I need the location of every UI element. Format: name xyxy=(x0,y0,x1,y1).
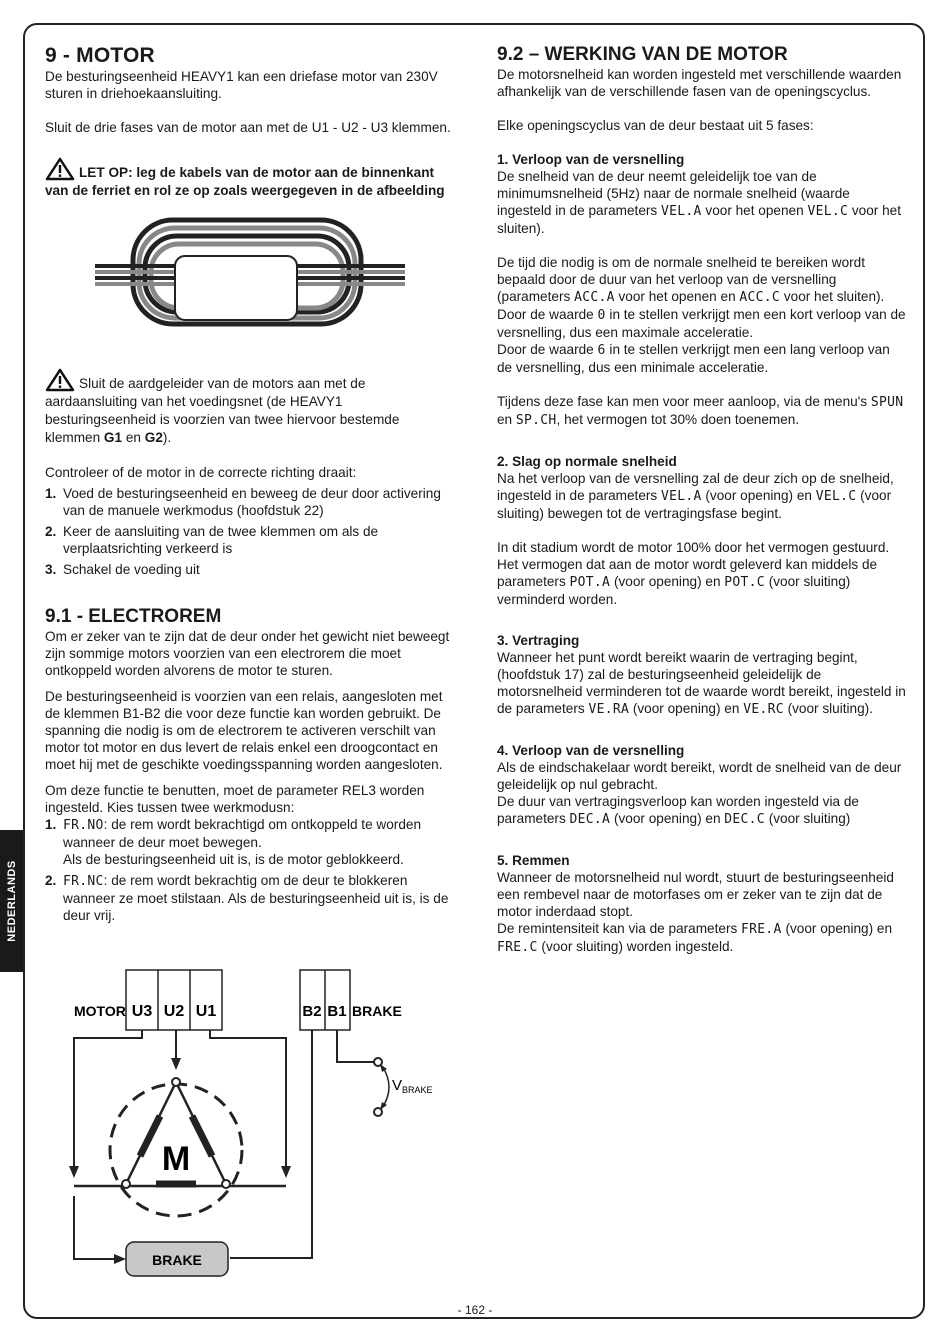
motor-symbol: M xyxy=(161,1140,191,1178)
v-brake-subscript: BRAKE xyxy=(402,1085,433,1095)
language-tab-label: NEDERLANDS xyxy=(5,860,18,942)
phase-1-p1: De snelheid van de deur neemt geleidelijk toe van de minimumsnelheid (5Hz) naar de normale snelheid (waarde ingesteld in de parameters VEL.A voor het openen VEL.C voor het sluiten). xyxy=(497,169,901,236)
ferrite-coil-figure xyxy=(45,214,453,364)
warning-ferrite xyxy=(45,157,453,200)
electrorem-p2: De besturingseenheid is voorzien van een relais, aangesloten met de klemmen B1-B2 die voor deze functie kan worden gebruikt. De spanning die nodig is om de electrorem te activeren verschilt van motor tot motor en dus levert de relais enkel een droogcontact en moet hij met de geschikte voedingsspanning worden aangesloten. xyxy=(45,689,443,772)
werking-intro-2: Elke openingscyclus van de deur bestaat uit 5 fases: xyxy=(497,118,814,133)
electrorem-p3: Om deze functie te benutten, moet de parameter REL3 worden ingesteld. Kies tussen twee werkmodusn: xyxy=(45,783,425,815)
phase-1-p5: Tijdens deze fase kan men voor meer aanloop, via de menu's SPUN en SP.CH, het vermogen tot 30% doen toenemen. xyxy=(497,394,904,428)
phase-1-p4: Door de waarde 6 in te stellen verkrijgt men een lang verloop van de versnelling, dus een minimale acceleratie. xyxy=(497,342,890,375)
brake-modes xyxy=(45,816,453,924)
phase-1-p3: Door de waarde 0 in te stellen verkrijgt men een kort verloop van de versnelling, dus een maximale acceleratie. xyxy=(497,307,906,340)
phase-3-title: 3. Vertraging xyxy=(497,633,580,648)
terminal-u2: U2 xyxy=(163,1003,185,1020)
motor-intro-2: Sluit de drie fases van de motor aan met de U1 - U2 - U3 klemmen. xyxy=(45,120,451,135)
list-item: 3. Schakel de voeding uit xyxy=(45,562,200,577)
phase-3-p1: Wanneer het punt wordt bereikt waarin de vertraging begint, (hoofdstuk 17) zal de besturingseenheid geleidelijk de motorsnelheid verminderen tot de waarde wordt bereikt, ingesteld in de parameters VE.RA (voor opening) en VE.RC (voor sluiting). xyxy=(497,650,906,717)
phase-1-p2: De tijd die nodig is om de normale snelheid te bereiken wordt bepaald door de duur van het verloop van de versnelling (parameters ACC.A voor het openen en ACC.C voor het sluiten). xyxy=(497,255,885,305)
phase-5-p1: Wanneer de motorsnelheid nul wordt, stuurt de besturingseenheid een rembevel naar de motorfases om er zeker van te zijn dat de motor inderdaad stopt. xyxy=(497,870,894,919)
motor-label: MOTOR xyxy=(74,1003,126,1019)
phase-1-title: 1. Verloop van de versnelling xyxy=(497,152,685,167)
left-column xyxy=(45,44,453,928)
section-title-electrorem: 9.1 - ELECTROREM xyxy=(45,606,222,627)
phase-4-p2: De duur van vertragingsverloop kan worden ingesteld via de parameters DEC.A (voor opening) en DEC.C (voor sluiting) xyxy=(497,794,859,827)
warning-ferrite-text: LET OP: leg de kabels van de motor aan de binnenkant van de ferriet en rol ze op zoals weergegeven in de afbeelding xyxy=(45,165,445,198)
phase-5-title: 5. Remmen xyxy=(497,853,570,868)
phase-2-p3: Het vermogen dat aan de motor wordt geleverd kan middels de parameters POT.A (voor opening) en POT.C (voor sluiting) verminderd worden. xyxy=(497,557,878,607)
list-item: 2. Keer de aansluiting van de twee klemmen om als de verplaatsrichting verkeerd is xyxy=(45,524,379,556)
terminal-u3: U3 xyxy=(131,1003,153,1020)
werking-intro-1: De motorsnelheid kan worden ingesteld met verschillende waarden afhankelijk van de verschillende fasen van de openingscyclus. xyxy=(497,67,902,99)
motor-intro-1: De besturingseenheid HEAVY1 kan een driefase motor van 230V sturen in driehoekaansluiting. xyxy=(45,69,438,101)
phase-4-p1: Als de eindschakelaar wordt bereikt, wordt de snelheid van de deur geleidelijk op nul gebracht. xyxy=(497,760,902,792)
svg-text:VBRAKE xyxy=(392,1077,433,1095)
section-title-motor: 9 - MOTOR xyxy=(45,44,155,67)
brake-label: BRAKE xyxy=(352,1003,402,1019)
check-intro: Controleer of de motor in de correcte richting draait: xyxy=(45,465,357,480)
language-tab xyxy=(0,830,23,972)
terminal-b2: B2 xyxy=(302,1003,322,1020)
phase-2-p2: In dit stadium wordt de motor 100% door het vermogen gestuurd. xyxy=(497,540,890,555)
terminal-b1: B1 xyxy=(327,1003,347,1020)
right-column xyxy=(497,44,907,956)
list-item: 2. FR.NC: de rem wordt bekrachtig om de deur te blokkeren wanneer ze moet stilstaan. Als de besturingseenheid uit is, is de deur vrij. xyxy=(45,873,449,923)
phase-2-title: 2. Slag op normale snelheid xyxy=(497,454,677,469)
warning-icon xyxy=(45,368,75,392)
page-number: - 162 - xyxy=(457,1303,493,1317)
phase-5-p2: De remintensiteit kan via de parameters FRE.A (voor opening) en FRE.C (voor sluiting) worden ingesteld. xyxy=(497,921,893,955)
warning-ground: Sluit de aardgeleider van de motors aan met de aardaansluiting van het voedingsnet (de HEAVY1 besturingseenheid is voorzien van twee hiervoor bestemde klemmen G1 en G2). xyxy=(45,368,453,447)
electrorem-p1: Om er zeker van te zijn dat de deur onder het gewicht niet beweegt zijn sommige motors voorzien van een electrorem die moet ontkoppeld worden alvorens de motor te sturen. xyxy=(45,629,450,678)
section-title-werking: 9.2 – WERKING VAN DE MOTOR xyxy=(497,44,788,65)
list-item: 1. Voed de besturingseenheid en beweeg de deur door activering van de manuele werkmodus (hoofdstuk 22) xyxy=(45,486,441,518)
check-steps xyxy=(45,485,453,578)
wiring-diagram xyxy=(60,966,460,1296)
list-item: 1. FR.NO: de rem wordt bekrachtigd om ontkoppeld te worden wanneer de deur moet bewegen. Als de besturingseenheid uit is, is de motor geblokkeerd. xyxy=(45,817,422,867)
brake-box-label: BRAKE xyxy=(152,1252,202,1268)
phase-2-p1: Na het verloop van de versnelling zal de deur zich op de snelheid, ingesteld in de parameters VEL.A (voor opening) en VEL.C (voor sluiting) bewegen tot de vertragingsfase begint. xyxy=(497,471,894,521)
terminal-u1: U1 xyxy=(195,1003,217,1020)
phase-4-title: 4. Verloop van de versnelling xyxy=(497,743,685,758)
v-brake-label: V xyxy=(392,1077,403,1094)
warning-icon xyxy=(45,157,75,181)
